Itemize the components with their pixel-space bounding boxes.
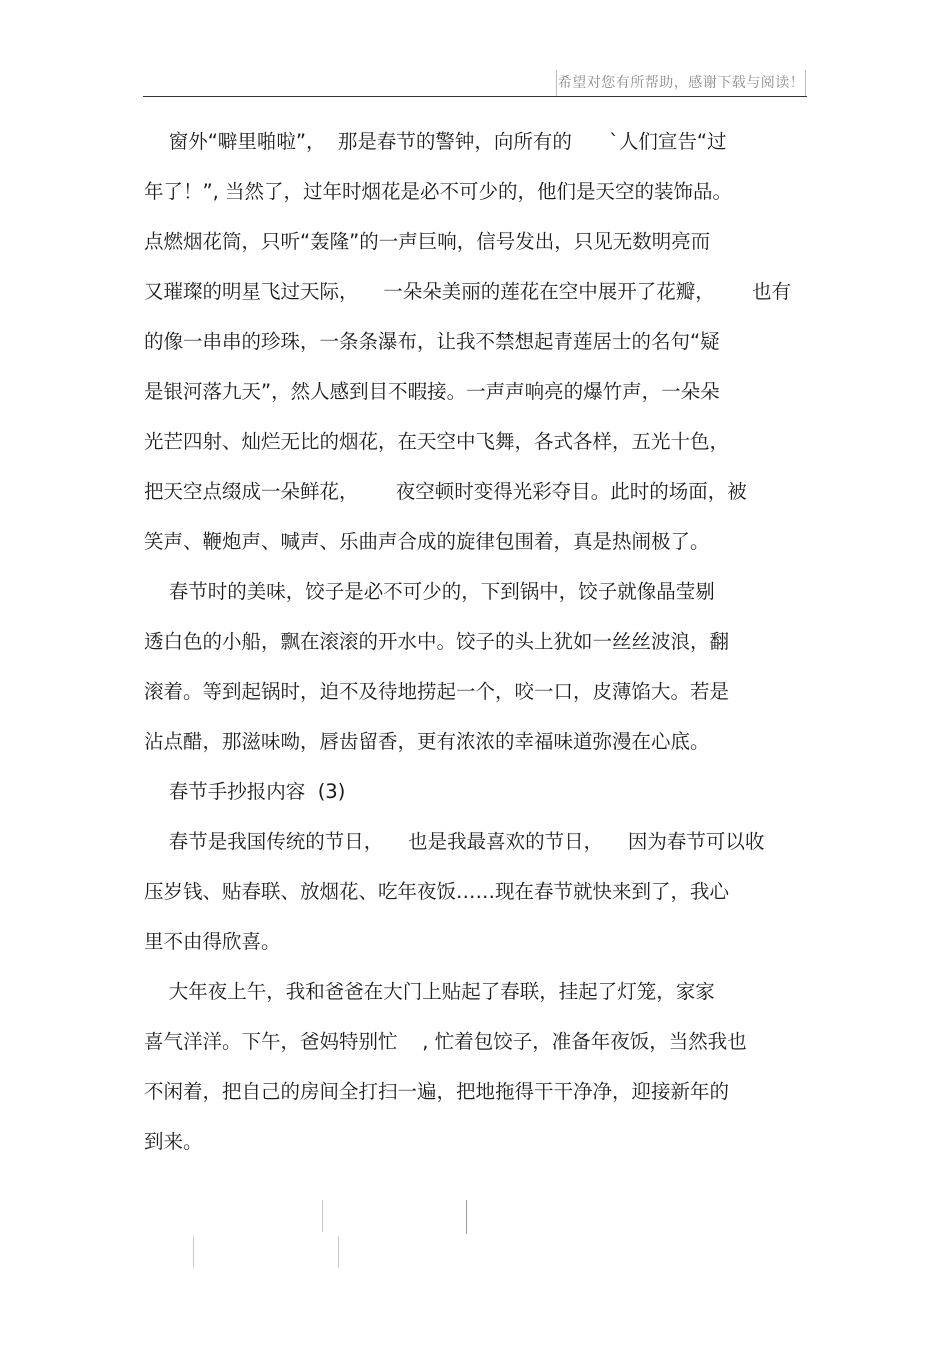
scan-mark: [193, 1236, 194, 1268]
text-line: 到来。: [144, 1130, 203, 1153]
text-line: 窗外“噼里啪啦”， 那是春节的警钟，向所有的 `人们宣告“过: [144, 130, 727, 153]
text-line: 透白色的小船，飘在滚滚的开水中。饺子的头上犹如一丝丝波浪，翻: [144, 630, 730, 653]
scan-mark: [322, 1200, 323, 1232]
text-line: 滚着。等到起锅时，迫不及待地捞起一个，咬一口，皮薄馅大。若是: [144, 680, 730, 703]
text-line: 里不由得欣喜。: [144, 930, 281, 953]
text-line: 春节是我国传统的节日， 也是我最喜欢的节日， 因为春节可以收: [144, 830, 765, 853]
header-rule: [143, 96, 807, 97]
text-line: 点燃烟花筒，只听“轰隆”的一声巨响，信号发出，只见无数明亮而: [144, 230, 711, 253]
text-line: 年了！”, 当然了，过年时烟花是必不可少的，他们是天空的装饰品。: [144, 180, 732, 203]
text-line: 笑声、鞭炮声、喊声、乐曲声合成的旋律包围着，真是热闹极了。: [144, 530, 710, 553]
text-line: 喜气洋洋。下午，爸妈特别忙 , 忙着包饺子，准备年夜饭，当然我也: [144, 1030, 747, 1053]
text-line: 沾点醋，那滋味呦，唇齿留香，更有浓浓的幸福味道弥漫在心底。: [144, 730, 710, 753]
text-line: 春节时的美味，饺子是必不可少的，下到锅中，饺子就像晶莹剔: [144, 580, 715, 603]
text-line: 是银河落九天”，然人感到目不暇接。一声声响亮的爆竹声，一朵朵: [144, 380, 720, 403]
text-line: 压岁钱、贴春联、放烟花、吃年夜饭……现在春节就快来到了，我心: [144, 880, 730, 903]
scan-mark: [466, 1200, 467, 1234]
text-line: 不闲着，把自己的房间全打扫一遍，把地拖得干干净净，迎接新年的: [144, 1080, 730, 1103]
text-line: 又璀璨的明星飞过天际， 一朵朵美丽的莲花在空中展开了花瓣， 也有: [144, 280, 791, 303]
header-watermark: 希望对您有所帮助，感谢下载与阅读！: [556, 70, 806, 96]
text-line: 的像一串串的珍珠，一条条瀑布，让我不禁想起青莲居士的名句“疑: [144, 330, 720, 353]
text-line: 光芒四射、灿烂无比的烟花，在天空中飞舞，各式各样，五光十色，: [144, 430, 730, 453]
text-line: 把天空点缀成一朵鲜花， 夜空顿时变得光彩夺目。此时的场面，被: [144, 480, 747, 503]
section-heading: 春节手抄报内容 (3): [144, 780, 346, 803]
text-line: 大年夜上午，我和爸爸在大门上贴起了春联，挂起了灯笼，家家: [144, 980, 715, 1003]
scan-mark: [338, 1236, 339, 1268]
